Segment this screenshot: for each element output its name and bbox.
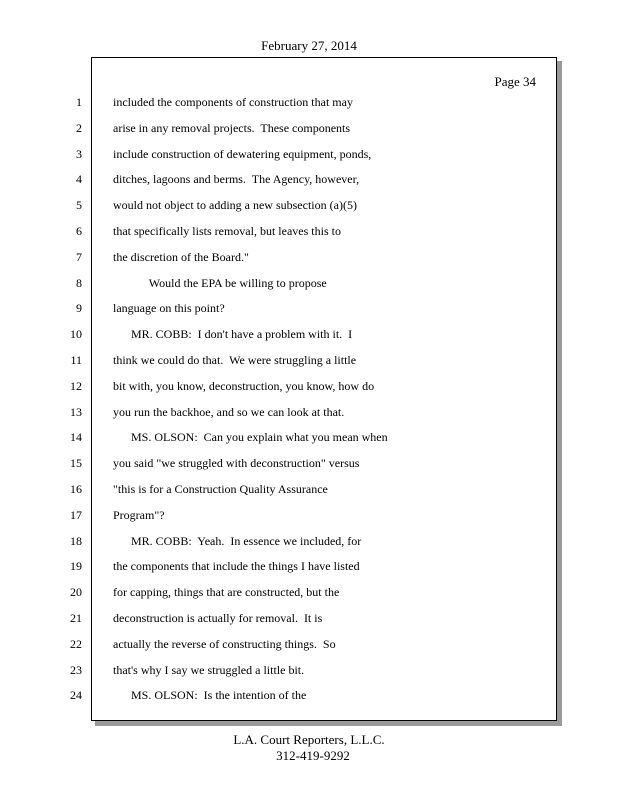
page-number: Page 34 [494,74,536,89]
line-text: that's why I say we struggled a little bit. [113,662,305,677]
transcript-line [0,247,618,267]
line-number: 4 [76,172,82,187]
line-text: think we could do that. We were struggling a little [113,353,357,367]
transcript-line [0,427,618,447]
line-text: the discretion of the Board." [113,249,249,264]
footer-company: L.A. Court Reporters, L.L.C. [233,732,385,747]
transcript-line [0,556,618,576]
line-text: you run the backhoe, and so we can look at that. [113,404,345,419]
line-number: 2 [76,120,82,135]
line-text: "this is for a Construction Quality Assurance [113,482,328,496]
line-text: bit with, you know, deconstruction, you know, how do [113,378,375,393]
line-number: 5 [76,198,82,213]
line-number: 21 [70,611,82,625]
line-text: MR. COBB: Yeah. In essence we included, for [113,533,362,548]
line-number: 22 [70,636,82,651]
line-text: ditches, lagoons and berms. The Agency, however, [113,172,360,187]
line-text: actually the reverse of constructing things. So [113,636,336,651]
transcript-line [0,634,618,654]
line-text: deconstruction is actually for removal. It is [113,611,323,625]
transcript-line [0,324,618,344]
transcript-line [0,350,618,370]
line-number: 14 [70,430,82,445]
transcript-line [0,376,618,396]
line-number: 8 [76,275,82,290]
line-number: 17 [70,507,82,522]
transcript-date: February 27, 2014 [261,38,357,53]
line-text: for capping, things that are constructed, but the [113,585,340,600]
transcript-line [0,92,618,112]
transcript-line [0,685,618,705]
line-text: include construction of dewatering equipment, ponds, [113,146,372,161]
line-number: 1 [76,95,82,109]
transcript-line [0,273,618,293]
line-text: Would the EPA be willing to propose [113,275,327,290]
transcript-line [0,608,618,628]
line-text: arise in any removal projects. These components [113,120,351,135]
line-text: Program"? [113,507,165,522]
transcript-line [0,402,618,422]
line-number: 9 [76,301,82,316]
transcript-line [0,453,618,473]
line-number: 16 [70,482,82,496]
line-number: 24 [70,688,82,703]
transcript-line [0,298,618,318]
line-text: would not object to adding a new subsection (a)(5) [113,198,357,213]
line-number: 23 [70,662,82,677]
line-text: MS. OLSON: Is the intention of the [113,688,307,703]
line-number: 20 [70,585,82,600]
line-number: 7 [76,249,82,264]
line-text: MS. OLSON: Can you explain what you mean when [113,430,388,445]
line-number: 18 [70,533,82,548]
transcript-line [0,531,618,551]
line-text: MR. COBB: I don't have a problem with it. I [113,327,353,342]
transcript-line [0,169,618,189]
line-number: 19 [70,559,82,574]
line-text: you said "we struggled with deconstruction" versus [113,456,360,471]
line-number: 12 [70,378,82,393]
line-number: 10 [70,327,82,342]
line-number: 13 [70,404,82,419]
transcript-line [0,660,618,680]
line-number: 11 [70,353,82,367]
line-text: that specifically lists removal, but leaves this to [113,224,341,238]
transcript-line [0,118,618,138]
line-number: 6 [76,224,82,238]
transcript-line [0,582,618,602]
line-text: the components that include the things I have listed [113,559,360,574]
line-number: 3 [76,146,82,161]
line-number: 15 [70,456,82,471]
transcript-line [0,505,618,525]
transcript-line [0,221,618,241]
footer-phone: 312-419-9292 [276,748,350,763]
line-text: language on this point? [113,301,225,316]
transcript-line [0,144,618,164]
line-text: included the components of construction that may [113,95,353,109]
transcript-line [0,479,618,499]
transcript-line [0,195,618,215]
